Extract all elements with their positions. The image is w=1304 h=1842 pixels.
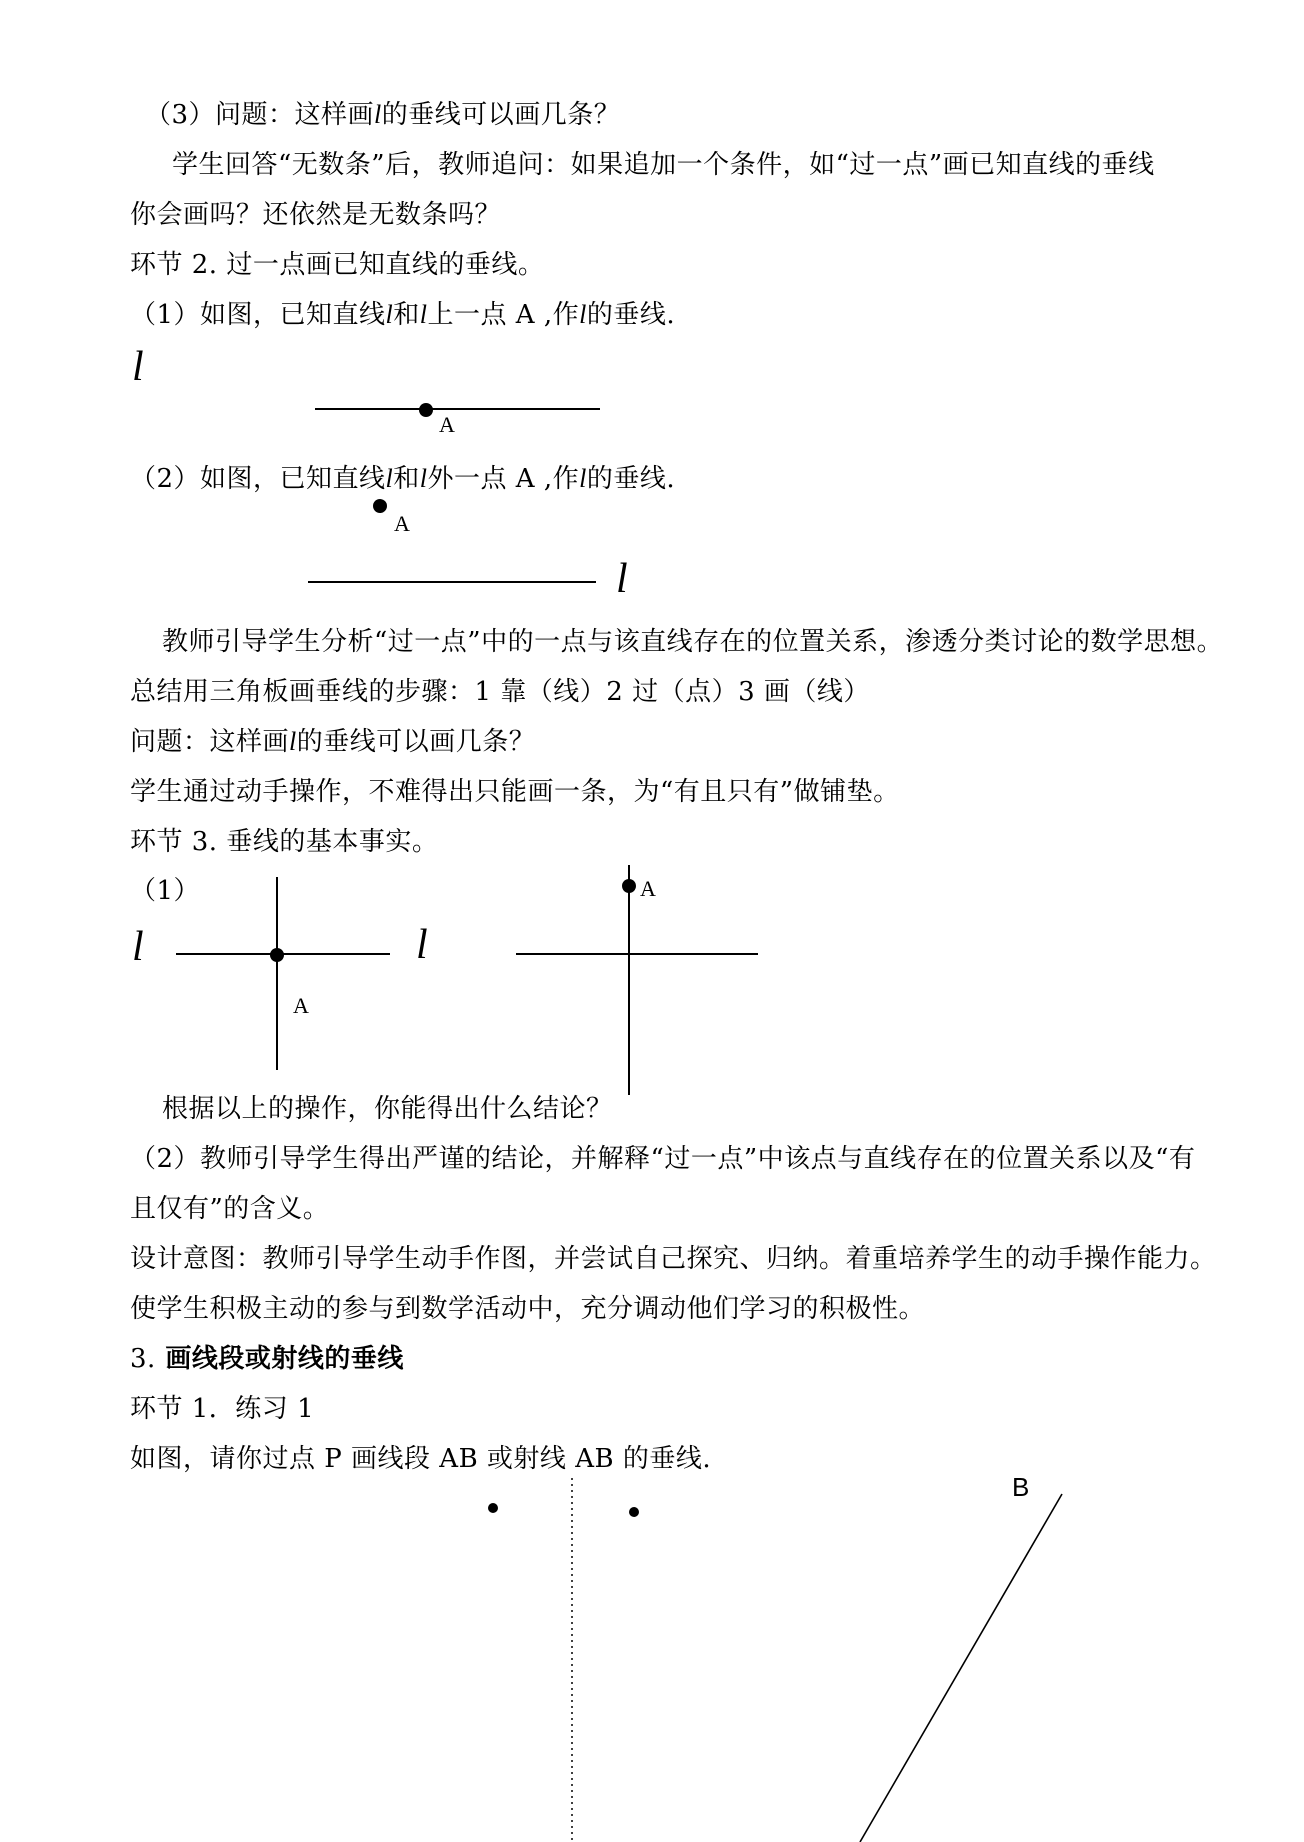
exercise-instruction: 如图，请你过点 P 画线段 AB 或射线 AB 的垂线. (130, 1444, 712, 1474)
line-symbol: l (579, 300, 587, 329)
line-label-l: l (416, 922, 428, 968)
section-title: 画线段或射线的垂线 (165, 1344, 404, 1374)
text: （1）如图，已知直线 (130, 300, 386, 330)
paragraph-student-answer: 学生回答“无数条”后，教师追问：如果追加一个条件，如“过一点”画已知直线的垂线 (172, 150, 1155, 180)
text: 的垂线. (586, 464, 676, 494)
text: 的垂线可以画几条？ (296, 727, 536, 757)
point-a (622, 879, 636, 893)
text: 和 (393, 300, 420, 330)
segment-ab (860, 1494, 1062, 1842)
line-symbol: l (419, 464, 428, 493)
section-heading-2: 环节 2. 过一点画已知直线的垂线。 (130, 250, 545, 280)
text: 和 (393, 464, 420, 494)
text: 问题：这样画 (130, 727, 290, 757)
paragraph-student-operate: 学生通过动手操作，不难得出只能画一条，为“有且只有”做铺垫。 (130, 777, 900, 807)
paragraph-design-intent: 设计意图：教师引导学生动手作图，并尝试自己探究、归纳。着重培养学生的动手操作能力。 (130, 1244, 1217, 1274)
figure-perpendicular-point-off (416, 865, 758, 1095)
text: 的垂线可以画几条？ (381, 100, 621, 130)
paragraph-teacher-guide: 教师引导学生分析“过一点”中的一点与该直线存在的位置关系，渗透分类讨论的数学思想。 (162, 627, 1224, 657)
figure-segment-ray-exercise (488, 1472, 1062, 1842)
line-symbol: l (419, 300, 428, 329)
line-symbol: l (385, 464, 394, 493)
point-p-dot (629, 1507, 639, 1517)
figure-point-off-line (308, 499, 628, 602)
section-heading-3: 环节 3. 垂线的基本事实。 (130, 827, 439, 857)
exercise-heading: 环节 1．练习 1 (130, 1394, 315, 1424)
point-a (373, 499, 387, 513)
paragraph-conclusion-question: 根据以上的操作，你能得出什么结论？ (162, 1094, 613, 1124)
text: 外一点 A ,作 (427, 464, 580, 494)
line-symbol: l (385, 300, 394, 329)
text: （3）问题：这样画 (145, 100, 375, 130)
line-symbol: l (374, 100, 382, 129)
line-symbol: l (579, 464, 587, 493)
text: （2）如图，已知直线 (130, 464, 386, 494)
point-label-a: A (640, 876, 656, 901)
paragraph-continued: 你会画吗？还依然是无数条吗？ (130, 200, 502, 230)
point-p-dot (488, 1503, 498, 1513)
point-label-a: A (293, 993, 309, 1018)
point-a (270, 948, 284, 962)
point-label-a: A (439, 412, 455, 437)
figure-perpendicular-point-on (132, 877, 390, 1070)
paragraph-summary-steps: 总结用三角板画垂线的步骤：1 靠（线）2 过（点）3 画（线） (130, 677, 870, 707)
line-symbol: l (289, 727, 297, 756)
line-label-l: l (132, 924, 144, 970)
paragraph-item-2: （2）教师引导学生得出严谨的结论，并解释“过一点”中该点与直线存在的位置关系以及“有 (130, 1144, 1196, 1174)
text: 上一点 A ,作 (427, 300, 580, 330)
figure-point-on-line (132, 344, 600, 437)
section-number: 3. (130, 1344, 156, 1374)
line-label-l: l (132, 344, 144, 390)
paragraph-design-intent-cont: 使学生积极主动的参与到数学活动中，充分调动他们学习的积极性。 (130, 1294, 926, 1324)
line-label-l: l (616, 556, 628, 602)
text: 的垂线. (586, 300, 676, 330)
item-number-1: （1） (130, 876, 201, 906)
point-label-a: A (394, 511, 410, 536)
point-label-b: B (1012, 1472, 1030, 1502)
paragraph-item-2-cont: 且仅有”的含义。 (130, 1194, 330, 1224)
point-a (419, 403, 433, 417)
